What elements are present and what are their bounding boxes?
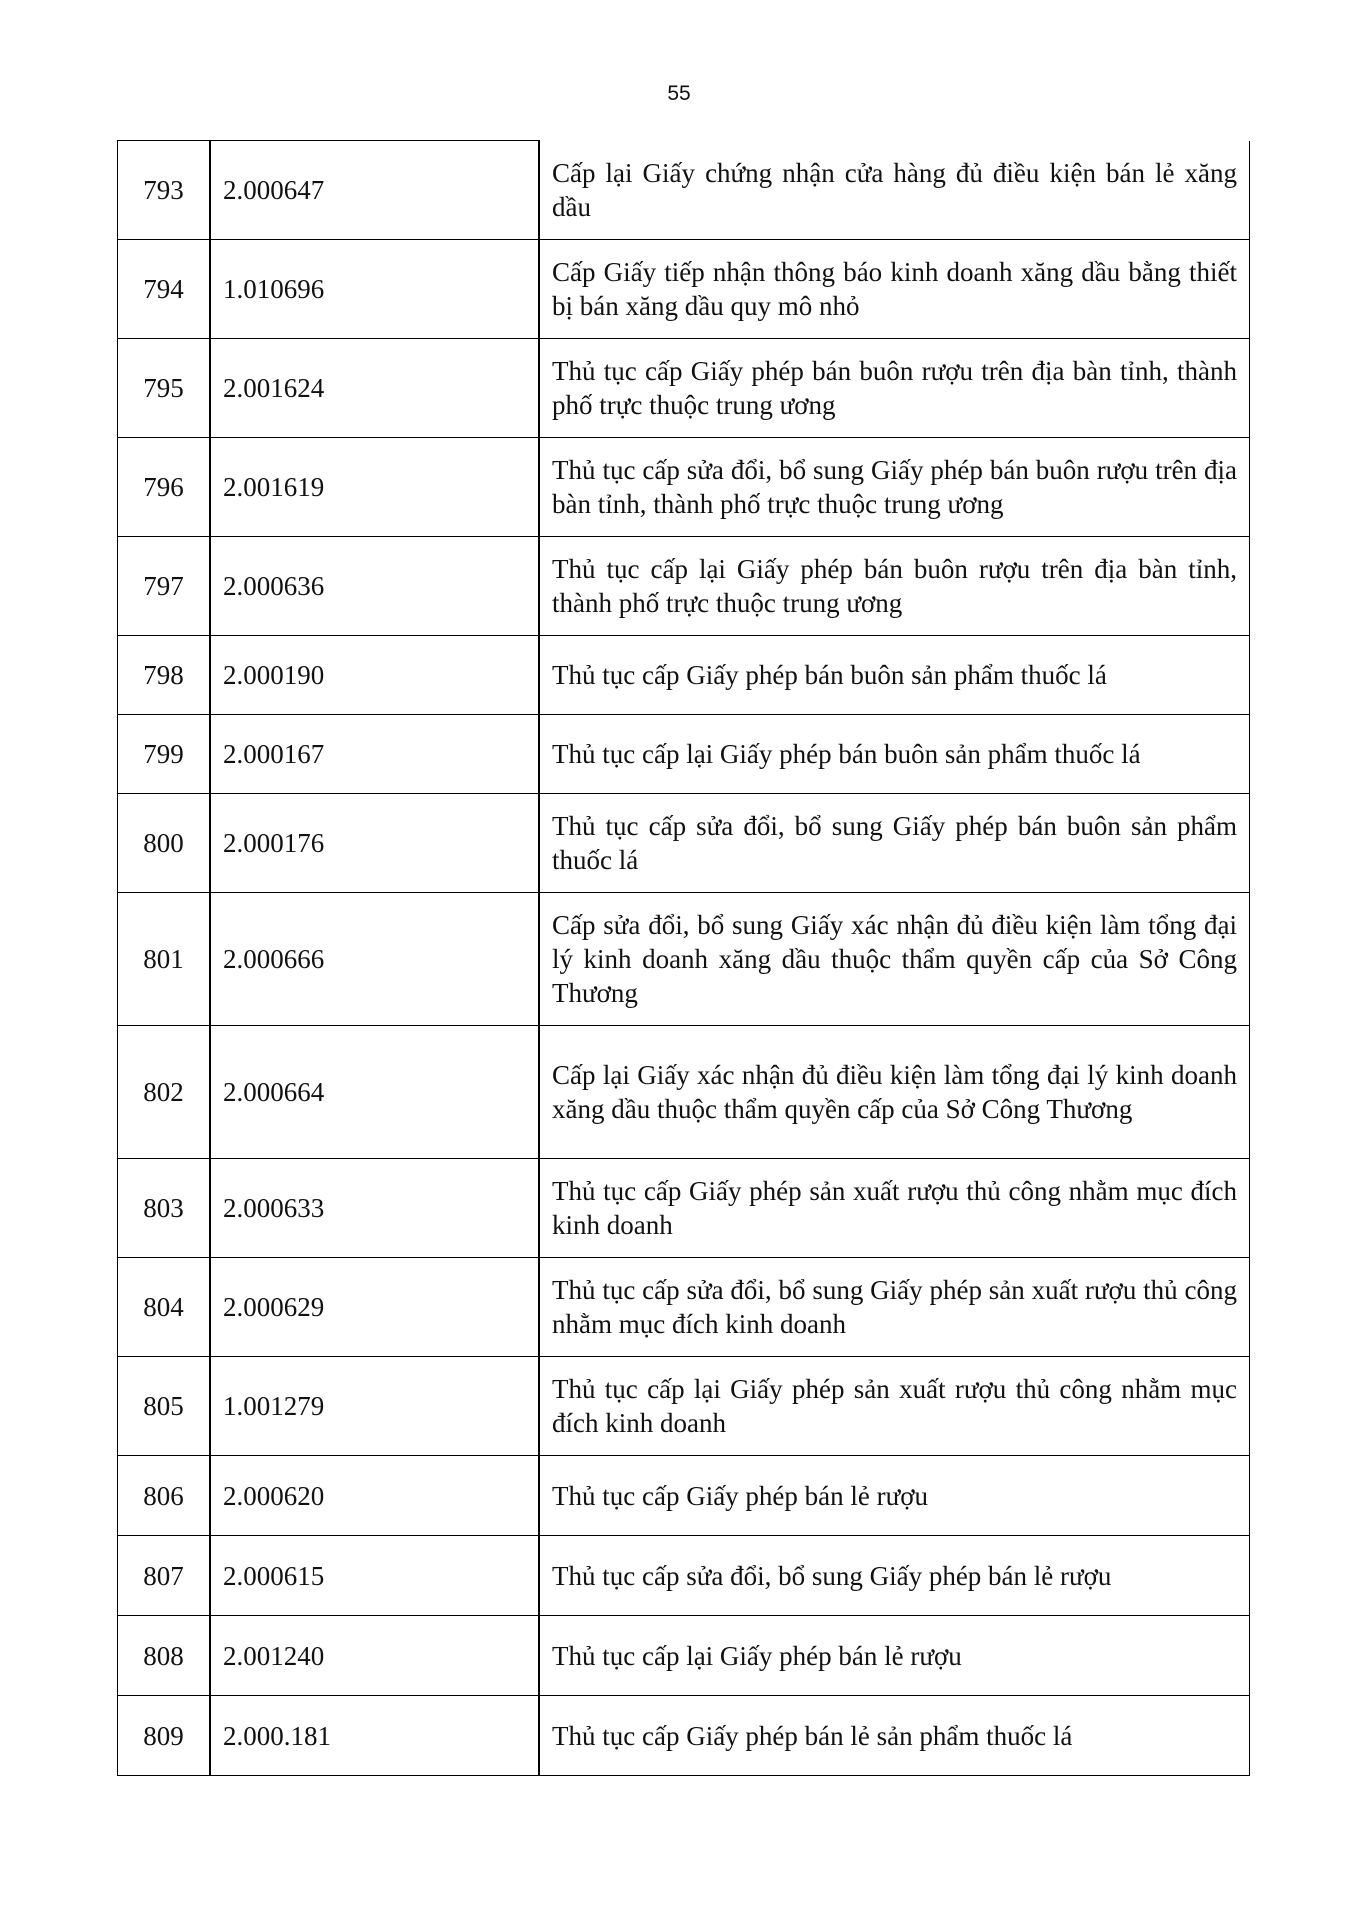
procedure-code-cell: 2.000636	[210, 537, 539, 636]
procedure-code-cell: 2.001624	[210, 339, 539, 438]
table-row	[118, 636, 1250, 715]
procedure-code-cell: 2.001619	[210, 438, 539, 537]
row-number-cell: 802	[118, 1026, 211, 1159]
procedure-name-cell: Thủ tục cấp Giấy phép sản xuất rượu thủ công nhằm mục đích kinh doanh	[539, 1159, 1250, 1258]
procedure-name-cell: Thủ tục cấp Giấy phép bán lẻ sản phẩm thuốc lá	[539, 1696, 1250, 1776]
row-number-cell: 804	[118, 1258, 211, 1357]
procedure-code-cell: 2.000620	[210, 1456, 539, 1536]
procedure-code-cell: 2.000615	[210, 1536, 539, 1616]
row-number-cell: 800	[118, 794, 211, 893]
table-row	[118, 1456, 1250, 1536]
procedure-name-cell: Thủ tục cấp Giấy phép bán buôn rượu trên địa bàn tỉnh, thành phố trực thuộc trung ương	[539, 339, 1250, 438]
procedure-name-cell: Cấp sửa đổi, bổ sung Giấy xác nhận đủ điều kiện làm tổng đại lý kinh doanh xăng dầu thuộc thẩm quyền cấp của Sở Công Thương	[539, 893, 1250, 1026]
procedure-name-cell: Thủ tục cấp sửa đổi, bổ sung Giấy phép bán buôn rượu trên địa bàn tỉnh, thành phố trực thuộc trung ương	[539, 438, 1250, 537]
row-number-cell: 808	[118, 1616, 211, 1696]
table-row	[118, 1536, 1250, 1616]
procedure-code-cell: 2.000167	[210, 715, 539, 794]
table-row	[118, 794, 1250, 893]
procedure-name-cell: Cấp lại Giấy chứng nhận cửa hàng đủ điều kiện bán lẻ xăng dầu	[539, 141, 1250, 240]
row-number-cell: 799	[118, 715, 211, 794]
procedure-name-cell: Thủ tục cấp lại Giấy phép bán buôn rượu trên địa bàn tỉnh, thành phố trực thuộc trung ương	[539, 537, 1250, 636]
row-number-cell: 805	[118, 1357, 211, 1456]
procedure-code-cell: 2.000190	[210, 636, 539, 715]
procedure-code-cell: 2.001240	[210, 1616, 539, 1696]
table-row	[118, 240, 1250, 339]
table-row	[118, 1616, 1250, 1696]
procedure-code-cell: 1.001279	[210, 1357, 539, 1456]
procedure-code-cell: 2.000664	[210, 1026, 539, 1159]
row-number-cell: 795	[118, 339, 211, 438]
table-row	[118, 893, 1250, 1026]
table-row	[118, 1696, 1250, 1776]
procedure-code-cell: 1.010696	[210, 240, 539, 339]
row-number-cell: 798	[118, 636, 211, 715]
table-row	[118, 537, 1250, 636]
table-row	[118, 141, 1250, 240]
procedure-name-cell: Cấp Giấy tiếp nhận thông báo kinh doanh xăng dầu bằng thiết bị bán xăng dầu quy mô nhỏ	[539, 240, 1250, 339]
procedure-name-cell: Thủ tục cấp lại Giấy phép sản xuất rượu thủ công nhằm mục đích kinh doanh	[539, 1357, 1250, 1456]
table-body	[118, 141, 1250, 1776]
procedure-name-cell: Thủ tục cấp lại Giấy phép bán lẻ rượu	[539, 1616, 1250, 1696]
table-row	[118, 1026, 1250, 1159]
procedure-name-cell: Thủ tục cấp lại Giấy phép bán buôn sản phẩm thuốc lá	[539, 715, 1250, 794]
procedure-name-cell: Thủ tục cấp Giấy phép bán buôn sản phẩm thuốc lá	[539, 636, 1250, 715]
row-number-cell: 803	[118, 1159, 211, 1258]
table-row	[118, 1159, 1250, 1258]
procedure-code-cell: 2.000647	[210, 141, 539, 240]
table-row	[118, 339, 1250, 438]
procedure-code-cell: 2.000629	[210, 1258, 539, 1357]
row-number-cell: 806	[118, 1456, 211, 1536]
table-row	[118, 1258, 1250, 1357]
procedure-name-cell: Thủ tục cấp sửa đổi, bổ sung Giấy phép bán buôn sản phẩm thuốc lá	[539, 794, 1250, 893]
table-row	[118, 1357, 1250, 1456]
row-number-cell: 796	[118, 438, 211, 537]
procedure-code-cell: 2.000633	[210, 1159, 539, 1258]
row-number-cell: 807	[118, 1536, 211, 1616]
procedure-name-cell: Thủ tục cấp Giấy phép bán lẻ rượu	[539, 1456, 1250, 1536]
row-number-cell: 801	[118, 893, 211, 1026]
table-row	[118, 715, 1250, 794]
procedure-code-cell: 2.000176	[210, 794, 539, 893]
procedure-table	[117, 140, 1250, 1776]
procedure-code-cell: 2.000.181	[210, 1696, 539, 1776]
row-number-cell: 794	[118, 240, 211, 339]
procedure-code-cell: 2.000666	[210, 893, 539, 1026]
procedure-name-cell: Cấp lại Giấy xác nhận đủ điều kiện làm tổng đại lý kinh doanh xăng dầu thuộc thẩm quyền cấp của Sở Công Thương	[539, 1026, 1250, 1159]
row-number-cell: 793	[118, 141, 211, 240]
row-number-cell: 809	[118, 1696, 211, 1776]
procedure-name-cell: Thủ tục cấp sửa đổi, bổ sung Giấy phép bán lẻ rượu	[539, 1536, 1250, 1616]
procedure-name-cell: Thủ tục cấp sửa đổi, bổ sung Giấy phép sản xuất rượu thủ công nhằm mục đích kinh doanh	[539, 1258, 1250, 1357]
table-row	[118, 438, 1250, 537]
page-number: 55	[667, 82, 691, 105]
row-number-cell: 797	[118, 537, 211, 636]
